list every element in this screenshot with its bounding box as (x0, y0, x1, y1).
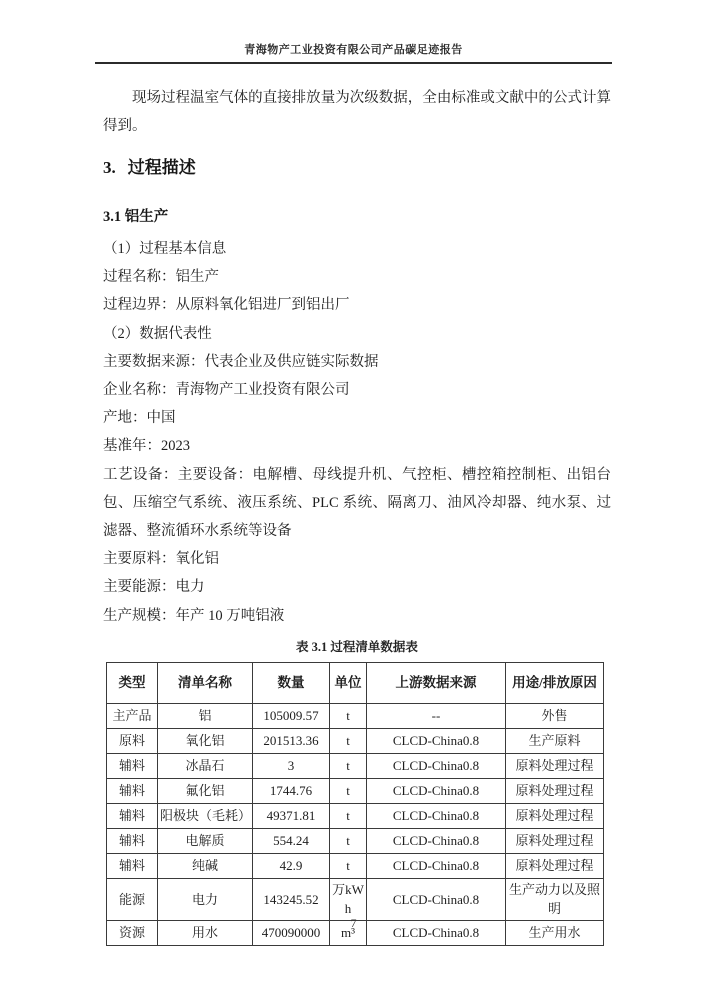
table-cell: 原料处理过程 (506, 853, 604, 878)
table-cell: 用水 (158, 920, 253, 945)
table-cell: 氧化铝 (158, 728, 253, 753)
table-cell: 万kWh (330, 878, 367, 920)
table-cell: t (330, 828, 367, 853)
table-cell: CLCD-China0.8 (367, 728, 506, 753)
intro-paragraph: 现场过程温室气体的直接排放量为次级数据，全由标准或文献中的公式计算得到。 (103, 90, 611, 134)
table-row (107, 728, 604, 753)
table-cell: 原料处理过程 (506, 778, 604, 803)
header-rule (95, 62, 612, 64)
table-column-header: 清单名称 (158, 662, 253, 703)
table-row (107, 853, 604, 878)
page-number: 7 (350, 916, 357, 930)
table-cell: 470090000 (253, 920, 330, 945)
section-heading (103, 153, 611, 178)
table-row (107, 878, 604, 920)
table-cell: 资源 (107, 920, 158, 945)
info-line: （1）过程基本信息 (103, 241, 227, 257)
table-row (107, 753, 604, 778)
table-cell: 生产用水 (506, 920, 604, 945)
table-cell: 原料 (107, 728, 158, 753)
section-number: 3. (103, 158, 116, 177)
table-row (107, 803, 604, 828)
table-cell: CLCD-China0.8 (367, 920, 506, 945)
table-cell: CLCD-China0.8 (367, 778, 506, 803)
table-cell: CLCD-China0.8 (367, 878, 506, 920)
info-line: 企业名称：青海物产工业投资有限公司 (103, 382, 350, 399)
table-cell: 阳极块（毛耗） (158, 803, 253, 828)
info-line: 主要数据来源：代表企业及供应链实际数据 (103, 353, 379, 370)
table-cell: t (330, 778, 367, 803)
inventory-table (106, 662, 604, 946)
table-cell: 554.24 (253, 828, 330, 853)
table-column-header: 单位 (330, 662, 367, 703)
table-cell: m³ (330, 920, 367, 945)
page-content (103, 84, 611, 946)
info-line: 工艺设备：主要设备：电解槽、母线提升机、气控柜、槽控箱控制柜、出铝台包、压缩空气系统、液压系统、PLC 系统、隔离刀、油风冷却器、纯水泵、过滤器、整流循环水系统等设备 (103, 466, 611, 540)
table-cell: t (330, 753, 367, 778)
info-line: 主要能源：电力 (103, 579, 205, 596)
info-line: 基准年：2023 (103, 438, 190, 455)
table-cell: 生产动力以及照明 (506, 878, 604, 920)
table-cell: 3 (253, 753, 330, 778)
table-cell: 铝 (158, 703, 253, 728)
info-line: 生产规模：年产 10 万吨铝液 (103, 607, 285, 624)
info-line: 主要原料：氧化铝 (103, 551, 219, 568)
table-cell: 辅料 (107, 853, 158, 878)
table-row (107, 828, 604, 853)
table-cell: 143245.52 (253, 878, 330, 920)
table-column-header: 类型 (107, 662, 158, 703)
table-cell: CLCD-China0.8 (367, 828, 506, 853)
table-cell: t (330, 853, 367, 878)
section-title: 过程描述 (127, 158, 196, 177)
table-column-header: 上游数据来源 (367, 662, 506, 703)
table-cell: 氟化铝 (158, 778, 253, 803)
table-cell: t (330, 703, 367, 728)
table-row (107, 703, 604, 728)
table-cell: 电解质 (158, 828, 253, 853)
info-line: （2）数据代表性 (103, 325, 212, 342)
table-cell: 生产原料 (506, 728, 604, 753)
table-cell: -- (367, 703, 506, 728)
table-cell: 辅料 (107, 753, 158, 778)
table-column-header: 数量 (253, 662, 330, 703)
process-info-list (103, 235, 611, 630)
table-caption: 表 3.1 过程清单数据表 (296, 639, 418, 654)
table-cell: CLCD-China0.8 (367, 853, 506, 878)
table-row (107, 778, 604, 803)
table-cell: 49371.81 (253, 803, 330, 828)
table-cell: 原料处理过程 (506, 753, 604, 778)
subsection-heading: 3.1 铝生产 (103, 209, 169, 225)
table-cell: t (330, 803, 367, 828)
table-cell: 电力 (158, 878, 253, 920)
info-line: 过程边界：从原料氧化铝进厂到铝出厂 (103, 297, 350, 314)
table-cell: 外售 (506, 703, 604, 728)
info-line: 过程名称：铝生产 (103, 269, 219, 286)
table-cell: 辅料 (107, 778, 158, 803)
table-cell: CLCD-China0.8 (367, 803, 506, 828)
table-cell: 冰晶石 (158, 753, 253, 778)
table-header-row (107, 662, 604, 703)
page-header (0, 0, 707, 64)
table-cell: 能源 (107, 878, 158, 920)
table-cell: t (330, 728, 367, 753)
table-cell: 105009.57 (253, 703, 330, 728)
table-cell: 1744.76 (253, 778, 330, 803)
table-cell: 201513.36 (253, 728, 330, 753)
table-cell: 42.9 (253, 853, 330, 878)
table-cell: 辅料 (107, 828, 158, 853)
table-cell: 辅料 (107, 803, 158, 828)
table-column-header: 用途/排放原因 (506, 662, 604, 703)
table-cell: 主产品 (107, 703, 158, 728)
table-cell: 纯碱 (158, 853, 253, 878)
header-title: 青海物产工业投资有限公司产品碳足迹报告 (244, 44, 463, 56)
info-line: 产地：中国 (103, 410, 176, 427)
table-cell: 原料处理过程 (506, 803, 604, 828)
table-cell: 原料处理过程 (506, 828, 604, 853)
table-cell: CLCD-China0.8 (367, 753, 506, 778)
